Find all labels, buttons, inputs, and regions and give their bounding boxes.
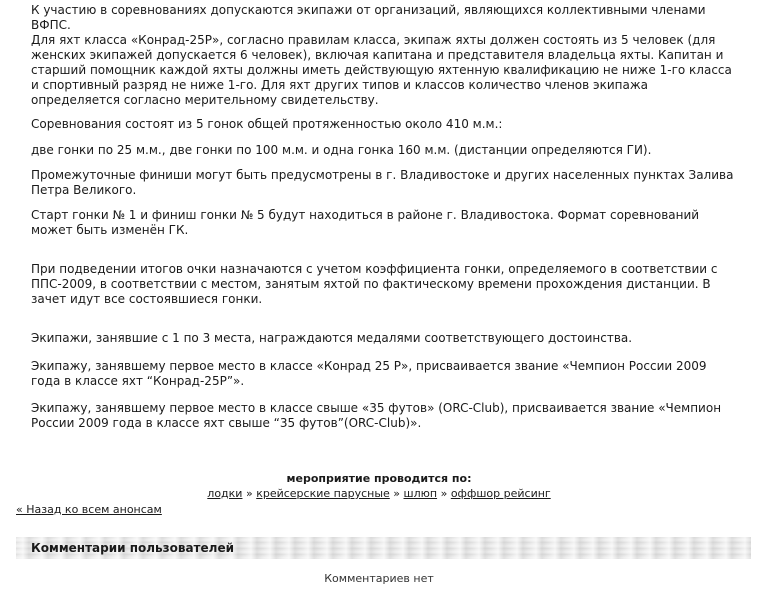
paragraph: Соревнования состоят из 5 гонок общей протяженностью около 410 м.м.: [31, 117, 503, 131]
separator: » [440, 487, 448, 500]
separator: » [393, 487, 401, 500]
paragraph: Экипажу, занявшему первое место в классе свыше «35 футов» (ORC-Club), присваивается звание «Чемпион России 2009 года в классе яхт свыше “35 футов”(ORC-Club)». [31, 401, 722, 430]
event-category-links [0, 486, 758, 501]
comments-title: Комментарии пользователей [31, 541, 234, 555]
paragraph: Старт гонки № 1 и финиш гонки № 5 будут находиться в районе г. Владивостока. Формат соревнований может быть изменён ГК. [31, 208, 700, 237]
paragraph: Промежуточные финиши могут быть предусмотрены в г. Владивостоке и других населенных пунктах Залива Петра Великого. [31, 168, 734, 197]
category-link-offshore-racing[interactable]: оффшор рейсинг [450, 487, 551, 500]
paragraph: Для яхт класса «Конрад-25Р», согласно правилам класса, экипаж яхты должен состоять из 5 человек (для женских экипажей допускается 6 человек), включая капитана и представителя владельца яхты. Капитан и старший помощник каждой яхты должны иметь действующую яхтенную квалификацию не ниже 1-го класса и спортивный разряд не ниже 1-го. Для яхт других типов и классов количество членов экипажа определяется согласно мерительному свидетельству. [31, 33, 732, 107]
event-categories [0, 471, 758, 501]
no-comments-text: Комментариев нет [324, 572, 434, 585]
back-to-announcements-link[interactable]: « Назад ко всем анонсам [16, 503, 162, 516]
paragraph: К участию в соревнованиях допускаются экипажи от организаций, являющихся коллективными членами ВФПС. [31, 3, 706, 32]
paragraph: Экипажу, занявшему первое место в классе «Конрад 25 Р», присваивается звание «Чемпион России 2009 года в классе яхт “Конрад-25Р”». [31, 359, 707, 388]
comments-header [16, 537, 751, 559]
separator: » [245, 487, 253, 500]
paragraph: Экипажи, занявшие с 1 по 3 места, награждаются медалями соответствующего достоинства. [31, 331, 633, 345]
category-link-boats[interactable]: лодки [207, 487, 243, 500]
event-categories-title: мероприятие проводится по: [286, 472, 472, 485]
category-link-cruising-sail[interactable]: крейсерские парусные [256, 487, 390, 500]
category-link-sloop[interactable]: шлюп [403, 487, 438, 500]
paragraph: две гонки по 25 м.м., две гонки по 100 м.м. и одна гонка 160 м.м. (дистанции определяются ГИ). [31, 143, 652, 157]
paragraph: При подведении итогов очки назначаются с учетом коэффициента гонки, определяемого в соответствии с ППС-2009, в соответствии с местом, занятым яхтой по фактическому времени прохождения дистанции. В зачет идут все состоявшиеся гонки. [31, 262, 718, 306]
